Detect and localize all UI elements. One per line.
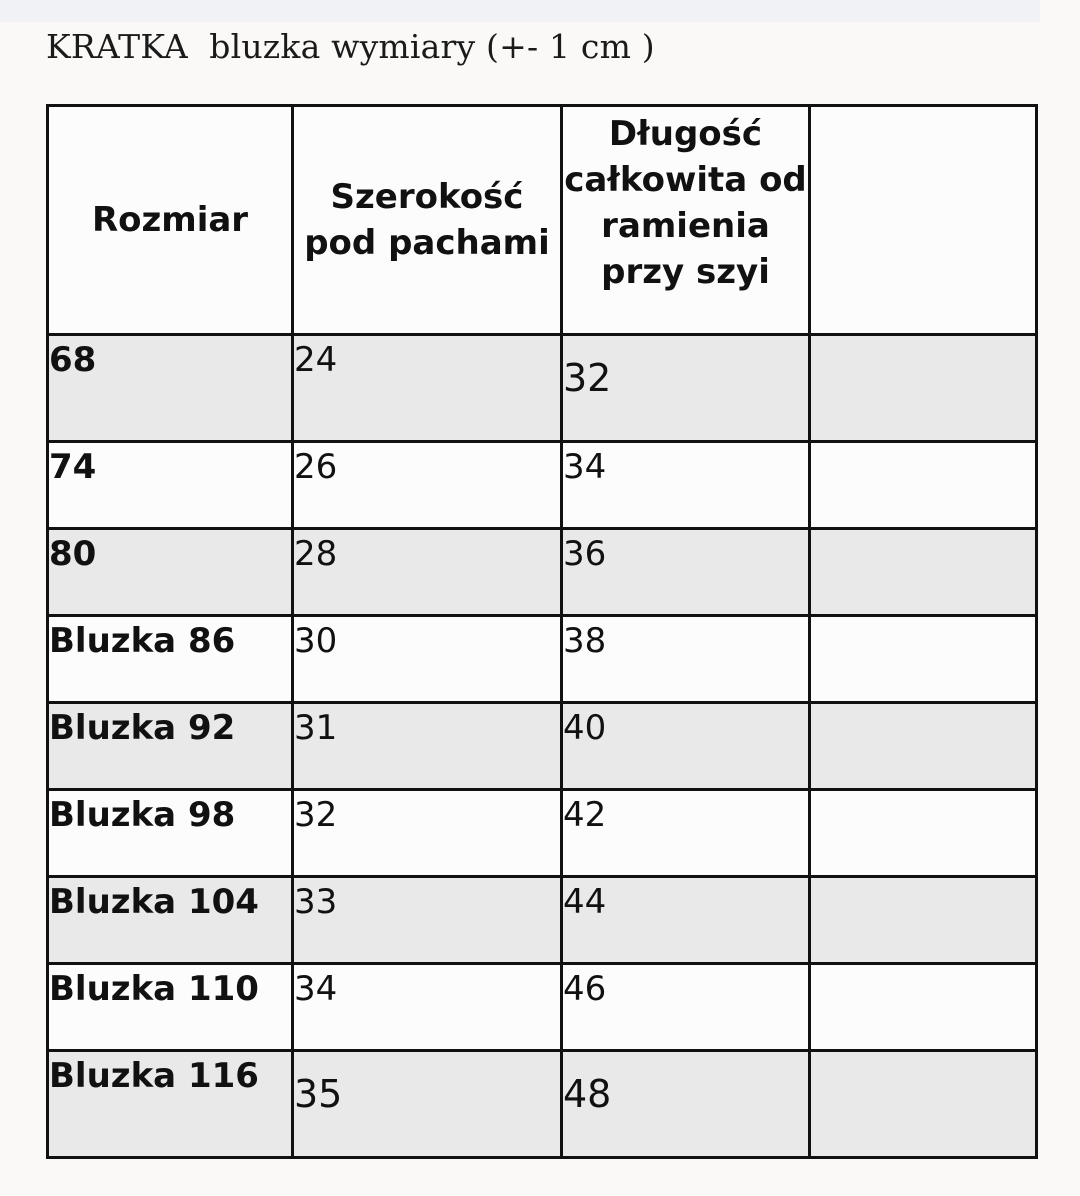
width-cell: 34 <box>293 964 562 1051</box>
size-cell: 80 <box>48 529 293 616</box>
extra-cell <box>810 616 1037 703</box>
extra-cell <box>810 703 1037 790</box>
size-table <box>46 104 1038 1159</box>
extra-cell <box>810 790 1037 877</box>
extra-cell <box>810 877 1037 964</box>
extra-cell <box>810 442 1037 529</box>
table-row <box>48 877 1037 964</box>
length-cell: 48 <box>562 1051 810 1158</box>
table-header-row <box>48 106 1037 335</box>
size-cell: Bluzka 86 <box>48 616 293 703</box>
length-cell: 42 <box>562 790 810 877</box>
width-cell: 26 <box>293 442 562 529</box>
length-cell: 34 <box>562 442 810 529</box>
length-cell: 32 <box>562 335 810 442</box>
header-extra <box>810 106 1037 335</box>
size-cell: Bluzka 98 <box>48 790 293 877</box>
extra-cell <box>810 1051 1037 1158</box>
size-cell: 74 <box>48 442 293 529</box>
table-row <box>48 964 1037 1051</box>
extra-cell <box>810 335 1037 442</box>
width-cell: 32 <box>293 790 562 877</box>
length-cell: 38 <box>562 616 810 703</box>
header-width: Szerokość pod pachami <box>293 106 562 335</box>
table-row <box>48 616 1037 703</box>
table-row <box>48 790 1037 877</box>
width-cell: 30 <box>293 616 562 703</box>
width-cell: 31 <box>293 703 562 790</box>
extra-cell <box>810 529 1037 616</box>
length-cell: 36 <box>562 529 810 616</box>
width-cell: 33 <box>293 877 562 964</box>
table-row <box>48 1051 1037 1158</box>
length-cell: 46 <box>562 964 810 1051</box>
header-size: Rozmiar <box>48 106 293 335</box>
size-cell: Bluzka 116 <box>48 1051 293 1158</box>
table-row <box>48 703 1037 790</box>
size-cell: 68 <box>48 335 293 442</box>
length-cell: 44 <box>562 877 810 964</box>
page-title: KRATKA bluzka wymiary (+- 1 cm ) <box>46 27 655 66</box>
size-cell: Bluzka 110 <box>48 964 293 1051</box>
table-row <box>48 442 1037 529</box>
header-length: Długość całkowita od ramienia przy szyi <box>562 106 810 335</box>
table-row <box>48 529 1037 616</box>
width-cell: 24 <box>293 335 562 442</box>
size-cell: Bluzka 104 <box>48 877 293 964</box>
width-cell: 35 <box>293 1051 562 1158</box>
length-cell: 40 <box>562 703 810 790</box>
table-row <box>48 335 1037 442</box>
width-cell: 28 <box>293 529 562 616</box>
top-strip <box>0 0 1040 22</box>
size-cell: Bluzka 92 <box>48 703 293 790</box>
extra-cell <box>810 964 1037 1051</box>
